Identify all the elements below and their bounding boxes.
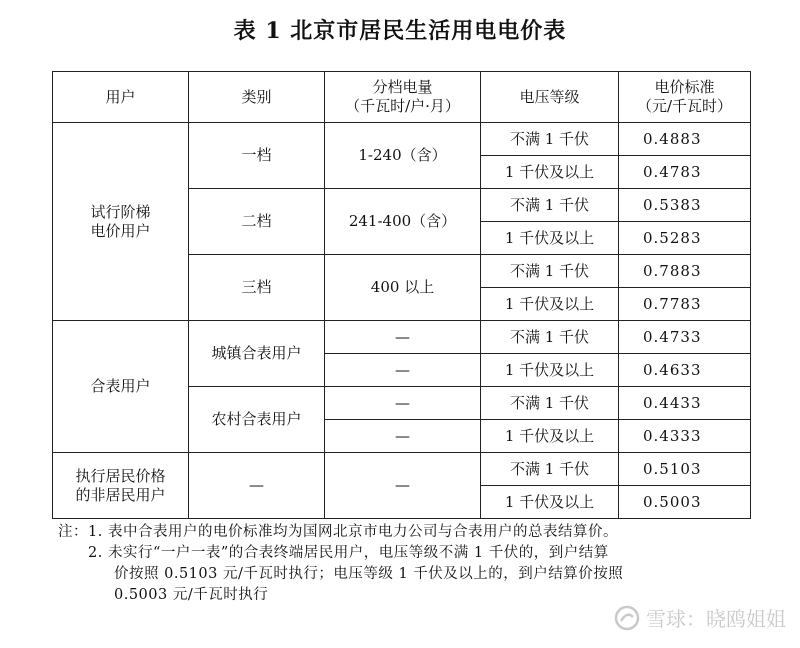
header-row (53, 72, 751, 123)
table-row (53, 453, 751, 486)
price-cell: 0.7883 (619, 255, 751, 288)
header-tier (325, 72, 481, 123)
voltage-cell: 不满 1 千伏 (481, 453, 619, 486)
group-nonresidential-line2: 的非居民用户 (75, 485, 166, 504)
price-cell: 0.4883 (619, 123, 751, 156)
voltage-cell: 不满 1 千伏 (481, 321, 619, 354)
snowball-logo-icon (614, 605, 640, 631)
group-tiered-line2: 电价用户 (90, 221, 151, 240)
header-price-line2: （元/千瓦时） (636, 97, 733, 115)
header-tier-line1: 分档电量 (372, 78, 433, 96)
price-cell: 0.4733 (619, 321, 751, 354)
category-urban: 城镇合表用户 (189, 321, 325, 387)
category-tier3: 三档 (189, 255, 325, 321)
voltage-cell: 不满 1 千伏 (481, 189, 619, 222)
price-cell: 0.4633 (619, 354, 751, 387)
price-cell: 0.5003 (619, 486, 751, 519)
header-voltage: 电压等级 (481, 72, 619, 123)
group-tiered (53, 123, 189, 321)
table-row (53, 123, 751, 156)
price-cell: 0.7783 (619, 288, 751, 321)
range-none: — (325, 420, 481, 453)
group-shared-meter: 合表用户 (53, 321, 189, 453)
range-tier2: 241-400（含） (325, 189, 481, 255)
price-cell: 0.5103 (619, 453, 751, 486)
range-none: — (325, 453, 481, 519)
category-tier1: 一档 (189, 123, 325, 189)
electricity-price-table (52, 71, 751, 519)
voltage-cell: 1 千伏及以上 (481, 288, 619, 321)
group-nonresidential-line1: 执行居民价格 (75, 466, 166, 485)
header-tier-line2: （千瓦时/户·月） (345, 97, 460, 115)
note-2-line2: 价按照 0.5103 元/千瓦时执行；电压等级 1 千伏及以上的，到户结算价按照 (114, 566, 624, 582)
watermark (614, 603, 786, 632)
note-2-line3: 0.5003 元/千瓦时执行 (114, 587, 269, 603)
price-cell: 0.4333 (619, 420, 751, 453)
group-nonresidential (53, 453, 189, 519)
table-title: 表 1 北京市居民生活用电电价表 (233, 18, 567, 44)
voltage-cell: 1 千伏及以上 (481, 354, 619, 387)
watermark-text: 雪球：晓鸥姐姐 (646, 607, 786, 631)
voltage-cell: 不满 1 千伏 (481, 123, 619, 156)
voltage-cell: 1 千伏及以上 (481, 156, 619, 189)
header-category: 类别 (189, 72, 325, 123)
price-cell: 0.5283 (619, 222, 751, 255)
price-cell: 0.4783 (619, 156, 751, 189)
table-row (53, 321, 751, 354)
note-1: 注：1. 表中合表用户的电价标准均为国网北京市电力公司与合表用户的总表结算价。 (58, 524, 618, 540)
voltage-cell: 不满 1 千伏 (481, 255, 619, 288)
group-tiered-line1: 试行阶梯 (90, 202, 151, 221)
note-2-line1: 2. 未实行“一户一表”的合表终端居民用户，电压等级不满 1 千伏的，到户结算 (88, 545, 609, 561)
range-none: — (325, 321, 481, 354)
header-user: 用户 (53, 72, 189, 123)
range-tier1: 1-240（含） (325, 123, 481, 189)
voltage-cell: 不满 1 千伏 (481, 387, 619, 420)
price-cell: 0.5383 (619, 189, 751, 222)
price-cell: 0.4433 (619, 387, 751, 420)
table-notes (58, 522, 758, 606)
range-tier3: 400 以上 (325, 255, 481, 321)
voltage-cell: 1 千伏及以上 (481, 222, 619, 255)
range-none: — (325, 387, 481, 420)
header-price-line1: 电价标准 (654, 78, 715, 96)
range-none: — (325, 354, 481, 387)
category-tier2: 二档 (189, 189, 325, 255)
voltage-cell: 1 千伏及以上 (481, 486, 619, 519)
category-rural: 农村合表用户 (189, 387, 325, 453)
category-none: — (189, 453, 325, 519)
voltage-cell: 1 千伏及以上 (481, 420, 619, 453)
header-price (619, 72, 751, 123)
